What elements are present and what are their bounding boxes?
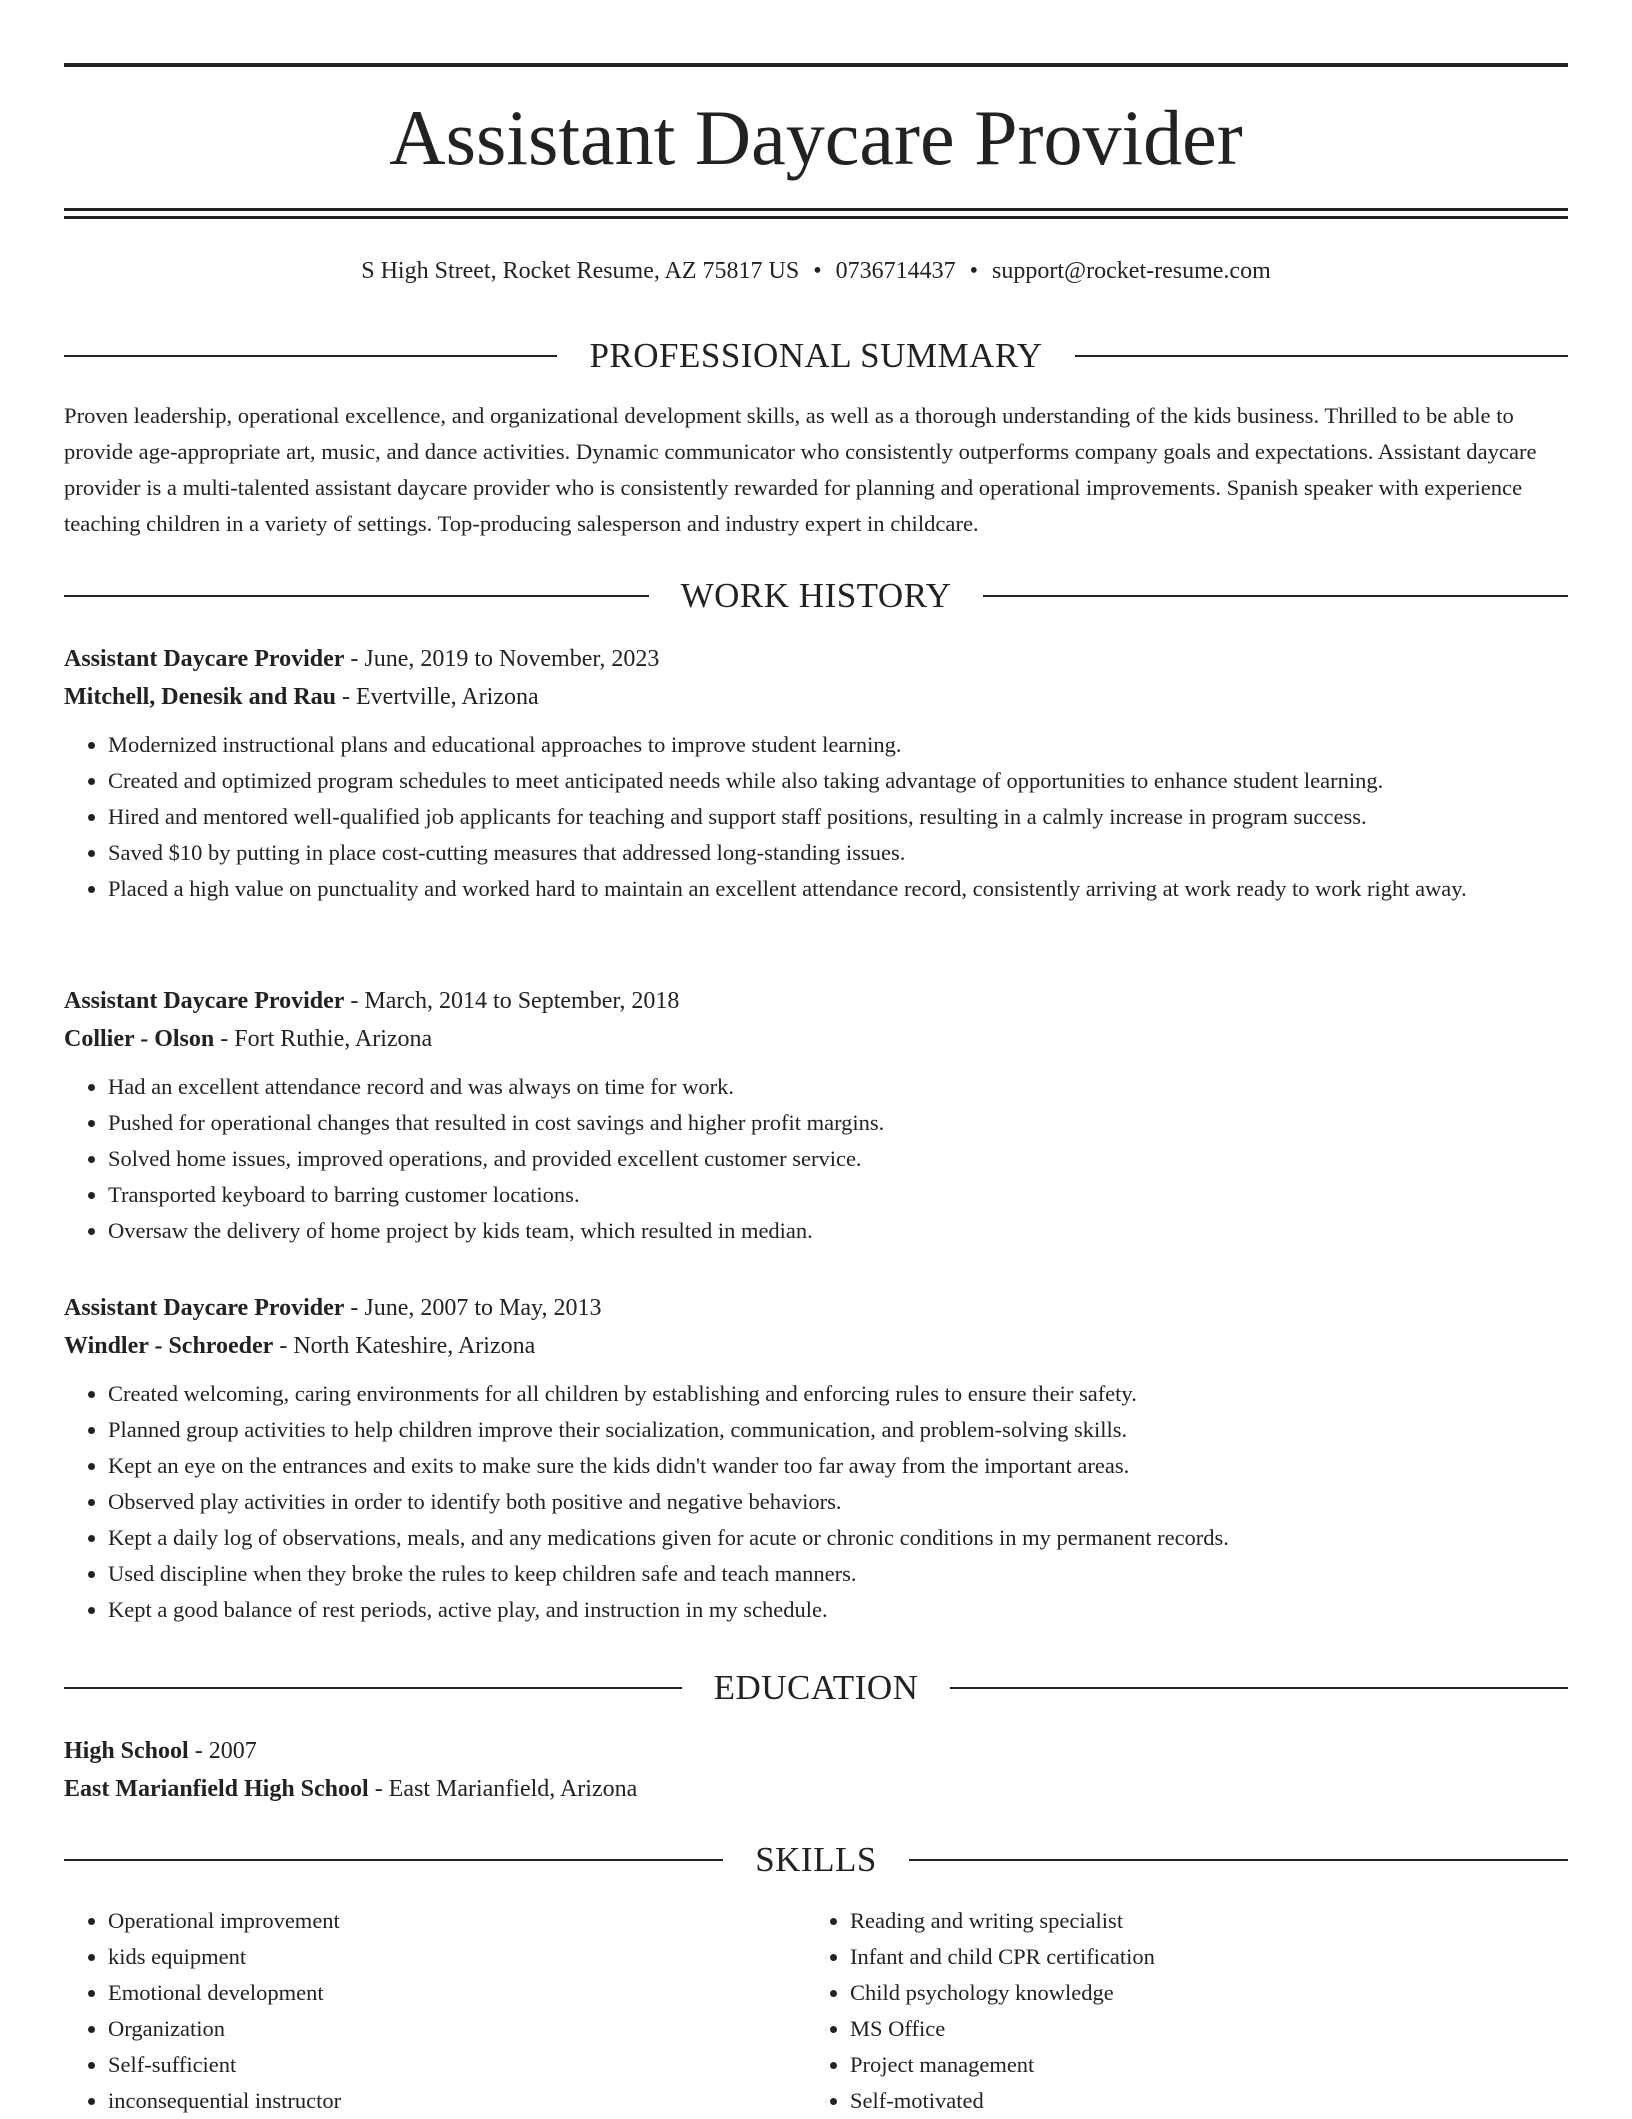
list-item: • Transported keyboard to barring customer locations. <box>108 1177 1568 1213</box>
contact-separator: • <box>969 258 979 284</box>
summary-text: Proven leadership, operational excellence, and organizational development skills, as well as a thorough understanding of the kids business. Thrilled to be able to provide age-appropriate art, music, and dance activities. Dynamic communicator who consistently outperforms company goals and expectations. Assistant daycare provider is a multi-talented assistant daycare provider who is consistently rewarded for planning and operational improvements. Spanish speaker with experience teaching children in a variety of settings. Top-producing salesperson and industry expert in childcare. <box>64 403 1537 536</box>
heading-rule <box>950 1687 1568 1689</box>
education-entry <box>64 1732 1568 1808</box>
section-heading-work-history <box>64 574 1568 618</box>
job-location: - North Kateshire, Arizona <box>273 1333 536 1359</box>
list-item: • Created and optimized program schedules to meet anticipated needs while also taking advantage of opportunities to enhance student learning. <box>108 763 1568 799</box>
job-bullets <box>64 1069 1568 1249</box>
section-heading-education <box>64 1666 1568 1710</box>
list-item: • Reading and writing specialist <box>850 1903 1506 1939</box>
education-degree: High School <box>64 1738 189 1764</box>
skills-column-right <box>806 1903 1506 2119</box>
job-entry <box>64 1289 1568 1628</box>
heading-rule <box>64 355 557 357</box>
education-location: - East Marianfield, Arizona <box>368 1776 638 1802</box>
job-dates: - June, 2019 to November, 2023 <box>344 646 660 672</box>
job-dates: - March, 2014 to September, 2018 <box>344 988 680 1014</box>
education-degree-line <box>64 1732 1568 1770</box>
section-heading-skills <box>64 1838 1568 1882</box>
list-item: • Child psychology knowledge <box>850 1975 1506 2011</box>
header-double-rule-lower <box>64 216 1568 219</box>
list-item: • Kept a good balance of rest periods, active play, and instruction in my schedule. <box>108 1592 1568 1628</box>
list-item: • Self-sufficient <box>108 2047 764 2083</box>
list-item: • Used discipline when they broke the rules to keep children safe and teach manners. <box>108 1556 1568 1592</box>
contact-address: S High Street, Rocket Resume, AZ 75817 US <box>361 258 800 284</box>
list-item: • Solved home issues, improved operations, and provided excellent customer service. <box>108 1141 1568 1177</box>
resume-title: Assistant Daycare Provider <box>389 94 1243 181</box>
section-title: SKILLS <box>755 1840 877 1879</box>
list-item: • Placed a high value on punctuality and worked hard to maintain an excellent attendance record, consistently arriving at work ready to work right away. <box>108 871 1568 907</box>
skills-column-left <box>64 1903 764 2119</box>
education-school: East Marianfield High School <box>64 1776 369 1802</box>
heading-rule <box>64 1687 682 1689</box>
job-title: Assistant Daycare Provider <box>64 1295 345 1321</box>
header-double-rule-upper <box>64 208 1568 211</box>
job-company: Collier - Olson <box>64 1026 215 1052</box>
job-title-line <box>64 982 1568 1020</box>
job-entry <box>64 640 1568 907</box>
list-item: • Saved $10 by putting in place cost-cutting measures that addressed long-standing issues. <box>108 835 1568 871</box>
job-title: Assistant Daycare Provider <box>64 646 345 672</box>
job-company: Mitchell, Denesik and Rau <box>64 684 337 710</box>
job-company-line <box>64 678 1568 716</box>
job-company-line <box>64 1327 1568 1365</box>
job-location: - Fort Ruthie, Arizona <box>214 1026 433 1052</box>
heading-rule <box>983 595 1568 597</box>
heading-rule <box>64 595 649 597</box>
list-item: • inconsequential instructor <box>108 2083 764 2119</box>
job-company-line <box>64 1020 1568 1058</box>
education-year: - 2007 <box>188 1738 257 1764</box>
job-location: - Evertville, Arizona <box>336 684 539 710</box>
education-school-line <box>64 1770 1568 1808</box>
job-entry <box>64 982 1568 1249</box>
section-title: EDUCATION <box>713 1668 919 1707</box>
list-item: • Oversaw the delivery of home project by kids team, which resulted in median. <box>108 1213 1568 1249</box>
job-dates: - June, 2007 to May, 2013 <box>344 1295 602 1321</box>
contact-separator: • <box>813 258 822 284</box>
list-item: • Self-motivated <box>850 2083 1506 2119</box>
list-item: • Infant and child CPR certification <box>850 1939 1506 1975</box>
list-item: • Project management <box>850 2047 1506 2083</box>
contact-phone: 0736714437 <box>835 258 956 284</box>
contact-email[interactable]: support@rocket-resume.com <box>992 258 1271 284</box>
list-item: • Modernized instructional plans and educational approaches to improve student learning. <box>108 727 1568 763</box>
job-title-line <box>64 1289 1568 1327</box>
list-item: • Emotional development <box>108 1975 764 2011</box>
contact-line <box>64 254 1568 288</box>
job-bullets <box>64 727 1568 907</box>
list-item: • Planned group activities to help children improve their socialization, communication, and problem-solving skills. <box>108 1412 1568 1448</box>
section-heading-summary <box>64 334 1568 378</box>
job-company: Windler - Schroeder <box>64 1333 274 1359</box>
job-title: Assistant Daycare Provider <box>64 988 345 1014</box>
list-item: • Kept an eye on the entrances and exits to make sure the kids didn't wander too far away from the important areas. <box>108 1448 1568 1484</box>
list-item: • Organization <box>108 2011 764 2047</box>
list-item: • Kept a daily log of observations, meals, and any medications given for acute or chronic conditions in my permanent records. <box>108 1520 1568 1556</box>
skills-list-right <box>806 1903 1506 2119</box>
list-item: • Hired and mentored well-qualified job applicants for teaching and support staff positions, resulting in a calmly increase in program success. <box>108 799 1568 835</box>
list-item: • Pushed for operational changes that resulted in cost savings and higher profit margins. <box>108 1105 1568 1141</box>
job-bullets <box>64 1376 1568 1628</box>
list-item: • Had an excellent attendance record and was always on time for work. <box>108 1069 1568 1105</box>
list-item: • Observed play activities in order to identify both positive and negative behaviors. <box>108 1484 1568 1520</box>
heading-rule <box>1075 355 1568 357</box>
section-title: PROFESSIONAL SUMMARY <box>589 336 1043 375</box>
heading-rule <box>64 1859 723 1861</box>
section-title: WORK HISTORY <box>680 576 952 615</box>
heading-rule <box>909 1859 1568 1861</box>
skills-list-left <box>64 1903 764 2119</box>
list-item: • Operational improvement <box>108 1903 764 1939</box>
list-item: • Created welcoming, caring environments for all children by establishing and enforcing rules to ensure their safety. <box>108 1376 1568 1412</box>
list-item: • kids equipment <box>108 1939 764 1975</box>
job-title-line <box>64 640 1568 678</box>
list-item: • MS Office <box>850 2011 1506 2047</box>
header-top-rule <box>64 63 1568 67</box>
